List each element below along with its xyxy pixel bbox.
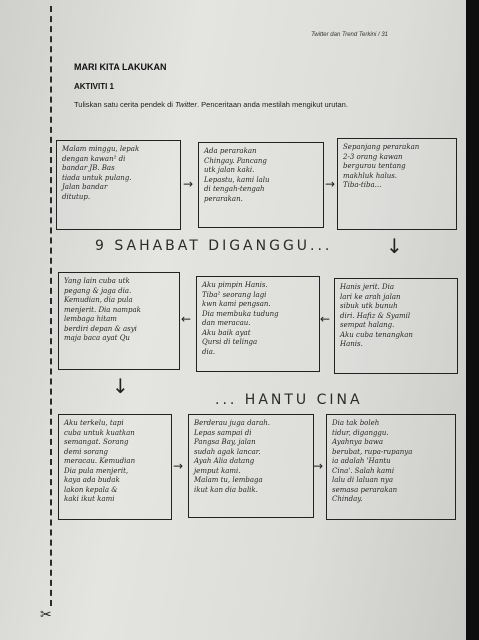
story-text-1: Malam minggu, lepak dengan kawan² di bandar JB. Bas tiada untuk pulang. Jalan bandar ditutup. [62, 145, 140, 201]
story-text-6: Hanis jerit. Dia lari ke arah jalan sibuk utk bunuh diri. Hafiz & Syamil sempat halang. Aku cuba tenangkan Hanis. [340, 283, 413, 348]
instruction-after: . Penceritaan anda mestilah mengikut urutan. [196, 100, 348, 109]
arrow-down-icon: ↓ [112, 374, 129, 398]
story-title-1: 9 SAHABAT DIGANGGU... [95, 238, 333, 254]
story-text-7: Aku terkelu, tapi cuba untuk kuatkan semangat. Sorang demi sorang meracau. Kemudian Dia pula menjerit, kaya ada budak lakon kepala & kaki ikut kami [64, 419, 136, 503]
page-edge-shadow [466, 0, 479, 640]
story-box-6 [334, 278, 458, 374]
section-heading: MARI KITA LAKUKAN [74, 62, 167, 72]
story-box-8 [188, 414, 314, 518]
story-title-2: ... HANTU CINA [215, 392, 363, 408]
story-text-5: Aku pimpin Hanis. Tiba² seorang lagi kwn kami pengsan. Dia membuka tudung dan meracau. Aku baik ayat Qursi di telinga dia. [202, 281, 279, 356]
instruction-text [74, 100, 348, 109]
arrow-right-icon: → [325, 177, 336, 191]
story-text-8: Berderau juga darah. Lepas sampai di Pangsa Bay, jalan sudah agak lancar. Ayah Alia datang jemput kami. Malam tu, lembaga ikut kan dia balik. [194, 419, 270, 494]
story-box-9 [326, 414, 456, 520]
running-head: Twitter dan Trend Terkini / 31 [311, 32, 388, 38]
instruction-before: Tuliskan satu cerita pendek di [74, 100, 176, 109]
story-box-5 [196, 276, 320, 372]
activity-title: AKTIVITI 1 [74, 82, 115, 91]
arrow-left-icon: ← [181, 312, 192, 326]
instruction-emph: Twitter [175, 100, 197, 109]
story-box-3 [337, 138, 457, 230]
story-text-9: Dia tak boleh tidur, diganggu. Ayahnya bawa berubat, rupa-rupanya ia adalah 'Hantu Cina'. Salah kami lalu di laluan nya semasa perarakan Chinday. [332, 419, 413, 503]
story-box-7 [58, 414, 172, 520]
story-box-4 [58, 272, 180, 370]
arrow-right-icon: → [313, 459, 324, 473]
cut-line [50, 6, 52, 606]
story-text-3: Sepanjang perarakan 2-3 orang kawan bergurau tentang makhluk halus. Tiba-tiba... [343, 143, 420, 189]
story-box-2 [198, 142, 324, 228]
story-text-2: Ada perarakan Chingay. Pancang utk jalan kaki. Lepastu, kami lalu di tengah-tengah perarakan. [204, 147, 270, 203]
scissors-icon: ✂ [40, 606, 52, 622]
arrow-right-icon: → [173, 459, 184, 473]
arrow-left-icon: ← [320, 312, 331, 326]
story-text-4: Yang lain cuba utk pegang & jaga dia. Kemudian, dia pula menjerit. Dia nampak lembaga hitam berdiri depan & asyi maja baca ayat Qu [64, 277, 141, 342]
story-box-1 [56, 140, 181, 230]
arrow-down-icon: ↓ [386, 234, 403, 258]
arrow-right-icon: → [183, 177, 194, 191]
